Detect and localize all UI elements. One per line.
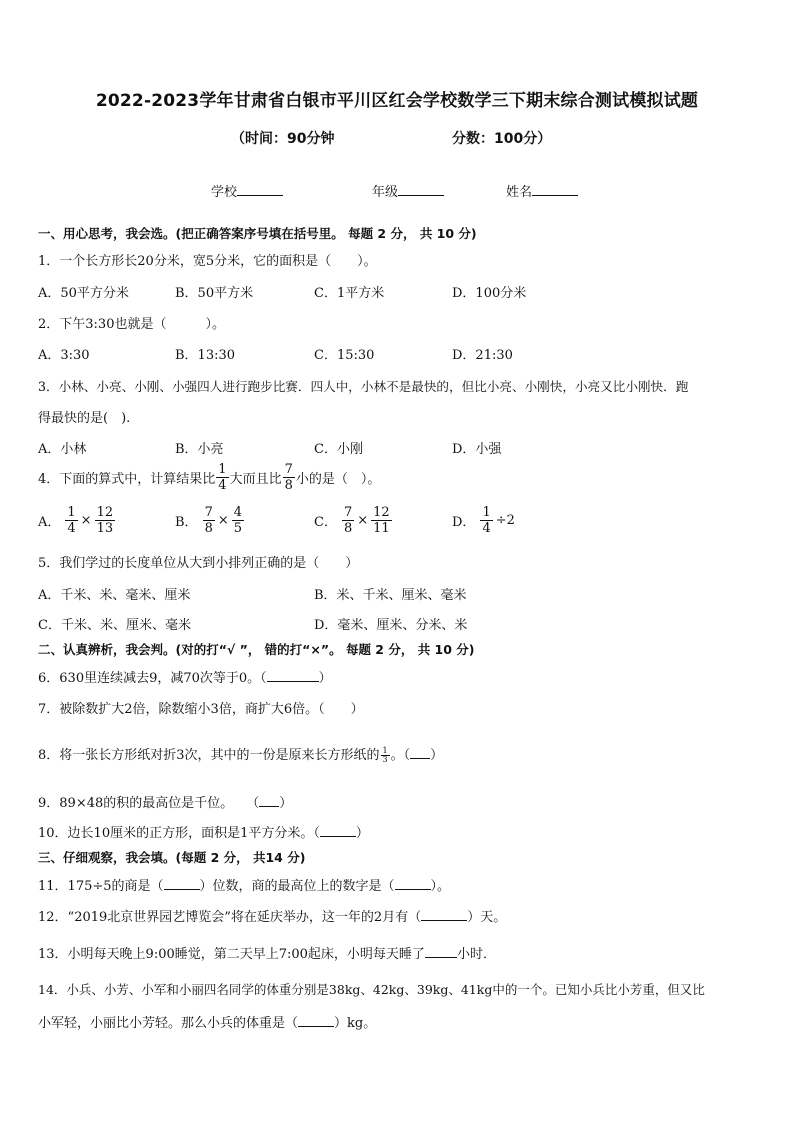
q7: 7．被除数扩大2倍，除数缩小3倍，商扩大6倍。（ ）: [38, 702, 364, 717]
section-3-heading: 三、仔细观察，我会填。(每题 2 分， 共14 分): [38, 850, 306, 865]
q6-answer-blank[interactable]: [267, 681, 319, 682]
q3-stem-line1: 3．小林、小亮、小刚、小强四人进行跑步比赛．四人中，小林不是最快的，但比小亮、小刚快，小亮又比小刚快．跑: [38, 379, 689, 394]
school-blank[interactable]: [237, 183, 283, 196]
q3-option-d[interactable]: D．小强: [452, 442, 502, 457]
name-label: 姓名: [506, 185, 533, 200]
q2-option-b[interactable]: B．13:30: [175, 348, 236, 363]
q5-option-d[interactable]: D．毫米、厘米、分米、米: [314, 618, 468, 633]
q13: 13．小明每天晚上9:00睡觉，第二天早上7:00起床，小明每天睡了 小时．: [38, 947, 496, 962]
q4-stem-mid: 大而且比: [229, 472, 282, 487]
q4-option-d[interactable]: D． $\frac{1}{4}$ ÷2: [452, 505, 515, 536]
q3-option-b[interactable]: B．小亮: [175, 442, 224, 457]
q10: 10．边长10厘米的正方形，面积是1平方分米。（ ）: [38, 826, 369, 841]
q4-stem: [38, 462, 380, 493]
q4-stem-post: 小的是（ ）。: [295, 472, 381, 487]
section-1-heading: 一、用心思考，我会选。(把正确答案序号填在括号里。 每题 2 分， 共 10 分): [38, 226, 477, 241]
q9: 9．89×48的积的最高位是千位。 （ ）: [38, 796, 293, 811]
q6: 6．630里连续减去9，减70次等于0。（ ）: [38, 671, 332, 686]
q12: 12．“2019北京世界园艺博览会”将在延庆举办，这一年的2月有（ ）天。: [38, 910, 507, 925]
q11-blank-2[interactable]: [395, 889, 431, 890]
q1-option-a[interactable]: A．50平方分米: [38, 286, 129, 301]
name-blank[interactable]: [532, 183, 578, 196]
q11-blank-1[interactable]: [164, 889, 200, 890]
q4-b-fraction-2: $\frac{4}{5}$: [233, 505, 243, 536]
q8-answer-blank[interactable]: [410, 758, 430, 759]
q1-stem: 1．一个长方形长20分米，宽5分米，它的面积是（ ）。: [38, 254, 377, 269]
q14-answer-blank[interactable]: [298, 1026, 334, 1027]
q14-line2: 小军轻，小丽比小芳轻。那么小兵的体重是（ ）kg。: [38, 1016, 377, 1031]
q10-answer-blank[interactable]: [320, 836, 356, 837]
q4-option-c[interactable]: C． $\frac{7}{8}$ × $\frac{12}{11}$: [314, 505, 390, 536]
q1-option-c[interactable]: C．1平方米: [314, 286, 385, 301]
q14-line1: 14．小兵、小芳、小军和小丽四名同学的体重分别是38kg、42kg、39kg、41kg中的一个。已知小兵比小芳重，但又比: [38, 982, 705, 997]
q4-c-fraction-2: $\frac{12}{11}$: [373, 505, 390, 536]
q3-option-a[interactable]: A．小林: [38, 442, 87, 457]
q3-stem-line2: 得最快的是( ).: [38, 411, 131, 426]
exam-score: 分数：100分）: [452, 131, 552, 147]
q2-option-d[interactable]: D．21:30: [452, 348, 513, 363]
q4-d-fraction-1: $\frac{1}{4}$: [482, 505, 491, 536]
grade-blank[interactable]: [398, 183, 444, 196]
q5-option-b[interactable]: B．米、千米、厘米、毫米: [314, 588, 467, 603]
q8: 8．将一张长方形纸对折3次，其中的一份是原来长方形纸的 $\frac{1}{3}$ 。（ ）: [38, 746, 444, 764]
school-label: 学校: [211, 185, 238, 200]
q12-answer-blank[interactable]: [421, 920, 467, 921]
q13-answer-blank[interactable]: [425, 957, 457, 958]
q5-option-c[interactable]: C．千米、米、厘米、毫米: [38, 618, 191, 633]
q4-stem-pre: 4．下面的算式中，计算结果比: [38, 472, 216, 487]
section-2-heading: 二、认真辨析，我会判。(对的打“√ ”， 错的打“×”。 每题 2 分， 共 10 分): [38, 642, 475, 657]
q1-option-b[interactable]: B．50平方米: [175, 286, 254, 301]
q4-option-b[interactable]: B． $\frac{7}{8}$ × $\frac{4}{5}$: [175, 505, 243, 536]
q4-fraction-2: $\frac{7}{8}$: [284, 462, 293, 493]
grade-field[interactable]: [372, 181, 444, 200]
q2-stem: 2．下午3:30也就是（ ）。: [38, 317, 225, 332]
q1-option-d[interactable]: D．100分米: [452, 286, 527, 301]
q4-b-fraction-1: $\frac{7}{8}$: [204, 505, 213, 536]
name-field[interactable]: [506, 181, 578, 200]
q4-option-a[interactable]: A． $\frac{1}{4}$ × $\frac{12}{13}$: [38, 505, 114, 536]
grade-label: 年级: [372, 185, 399, 200]
q4-a-fraction-1: $\frac{1}{4}$: [67, 505, 76, 536]
q11: 11．175÷5的商是（ ）位数，商的最高位上的数字是（ ）。: [38, 879, 451, 894]
q3-option-c[interactable]: C．小刚: [314, 442, 363, 457]
q8-fraction: $\frac{1}{3}$: [382, 746, 388, 764]
page-title: 2022-2023学年甘肃省白银市平川区红会学校数学三下期末综合测试模拟试题: [95, 91, 699, 111]
exam-time: （时间：90分钟: [231, 131, 335, 147]
q4-fraction-1: $\frac{1}{4}$: [218, 462, 227, 493]
q4-c-fraction-1: $\frac{7}{8}$: [343, 505, 353, 536]
q2-option-c[interactable]: C．15:30: [314, 348, 375, 363]
q2-option-a[interactable]: A．3:30: [38, 348, 90, 363]
q5-stem: 5．我们学过的长度单位从大到小排列正确的是（ ）: [38, 556, 359, 571]
school-field[interactable]: [211, 181, 283, 200]
q5-option-a[interactable]: A．千米、米、毫米、厘米: [38, 588, 191, 603]
q4-a-fraction-2: $\frac{12}{13}$: [96, 505, 114, 536]
q9-answer-blank[interactable]: [259, 806, 279, 807]
